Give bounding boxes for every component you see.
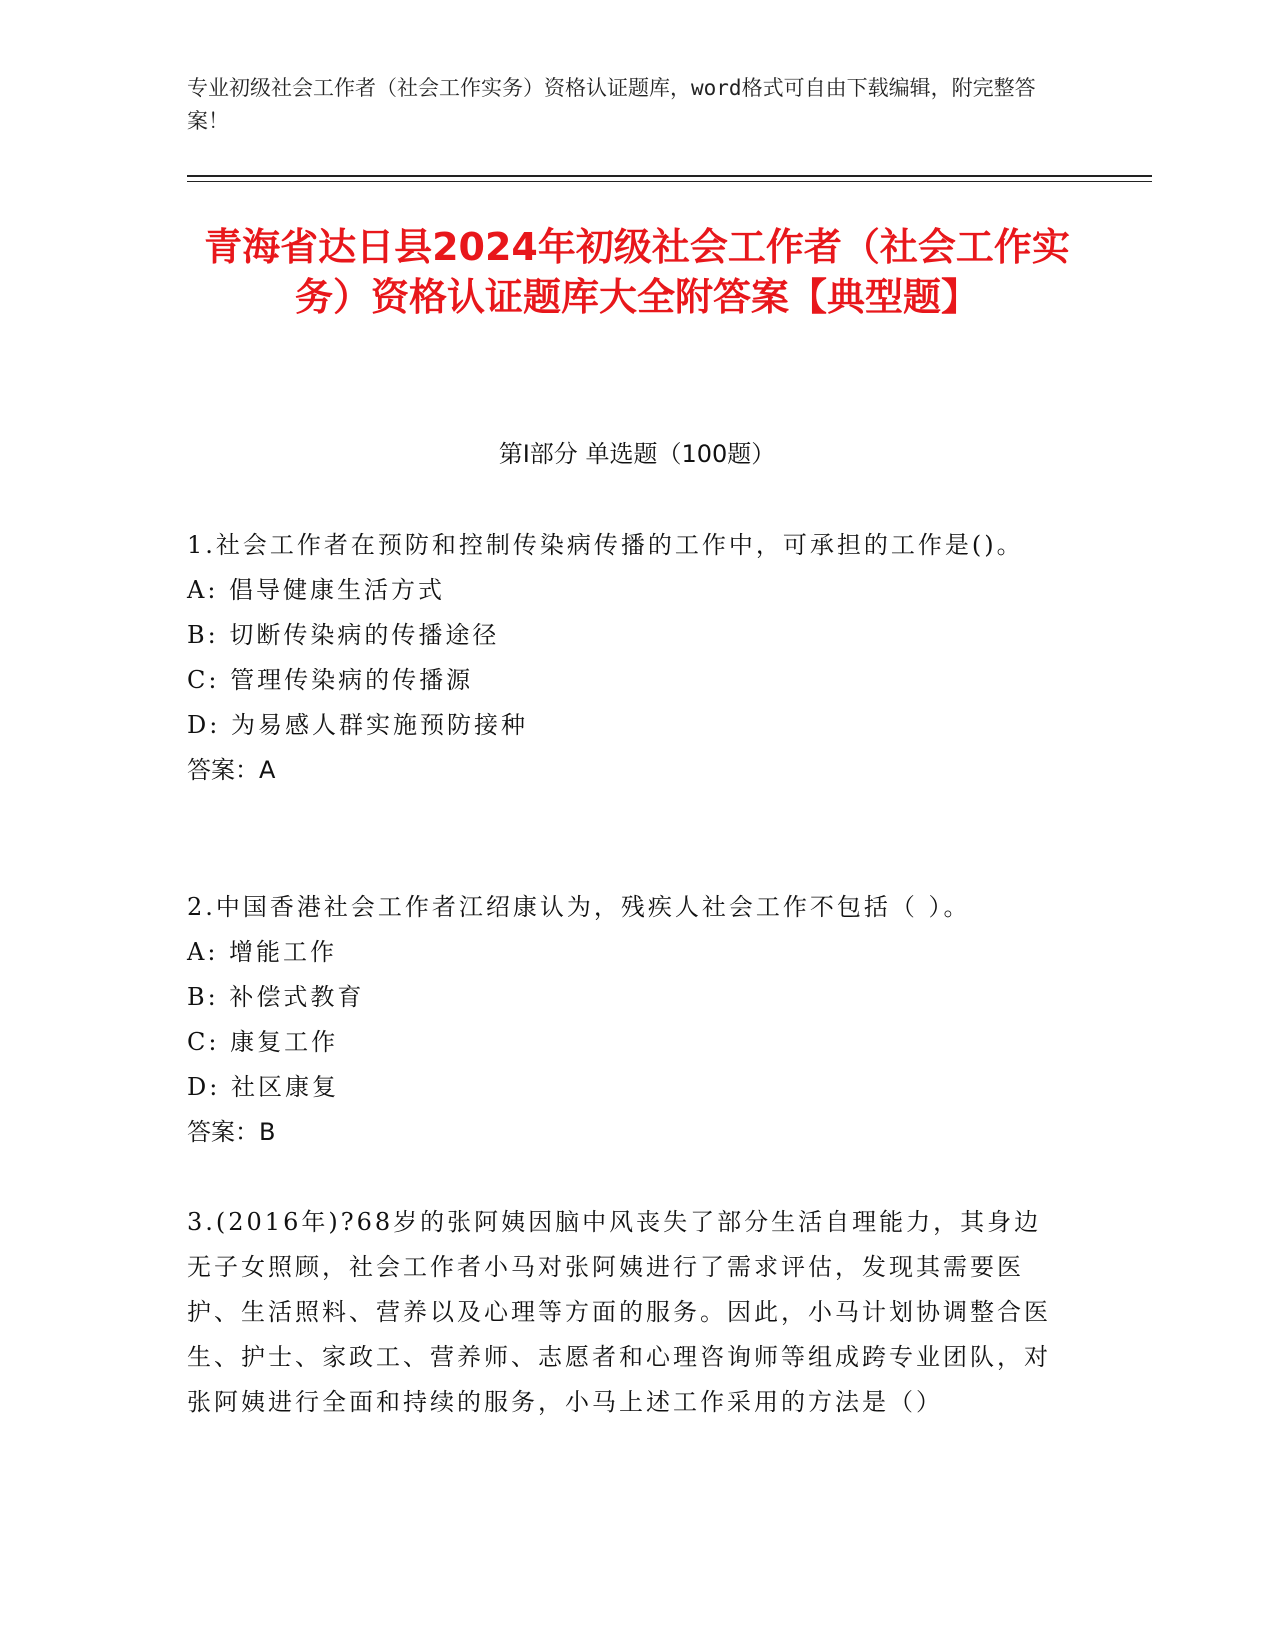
option-b: B: 切断传染病的传播途径 [187,621,500,649]
option-d: D: 社区康复 [187,1073,339,1101]
answer: 答案：A [187,756,276,784]
question-2 [187,885,1057,1155]
option-d: D: 为易感人群实施预防接种 [187,711,528,739]
question-stem: 2.中国香港社会工作者江绍康认为，残疾人社会工作不包括（ ）。 [187,893,971,921]
option-a: A: 增能工作 [187,938,338,966]
question-stem: 3.(2016年)?68岁的张阿姨因脑中风丧失了部分生活自理能力，其身边无子女照顾，社会工作者小马对张阿姨进行了需求评估，发现其需要医护、生活照料、营养以及心理等方面的服务。因此，小马计划协调整合医生、护士、家政工、营养师、志愿者和心理咨询师等组成跨专业团队，对张阿姨进行全面和持续的服务，小马上述工作采用的方法是（） [187,1208,1051,1416]
option-b: B: 补偿式教育 [187,983,365,1011]
question-stem: 1.社会工作者在预防和控制传染病传播的工作中，可承担的工作是()。 [187,531,1024,559]
header-divider-thin [187,181,1152,182]
answer: 答案：B [187,1118,276,1146]
option-c: C: 康复工作 [187,1028,339,1056]
question-1 [187,523,1057,793]
section-heading: 第I部分 单选题（100题） [498,440,776,468]
header-divider-thick [187,175,1152,177]
header-note: 专业初级社会工作者（社会工作实务）资格认证题库，word格式可自由下载编辑，附完整答案！ [187,76,1036,133]
option-a: A: 倡导健康生活方式 [187,576,446,604]
question-3 [187,1200,1057,1425]
option-c: C: 管理传染病的传播源 [187,666,474,694]
document-title: 青海省达日县2024年初级社会工作者（社会工作实务）资格认证题库大全附答案【典型题】 [204,225,1070,319]
